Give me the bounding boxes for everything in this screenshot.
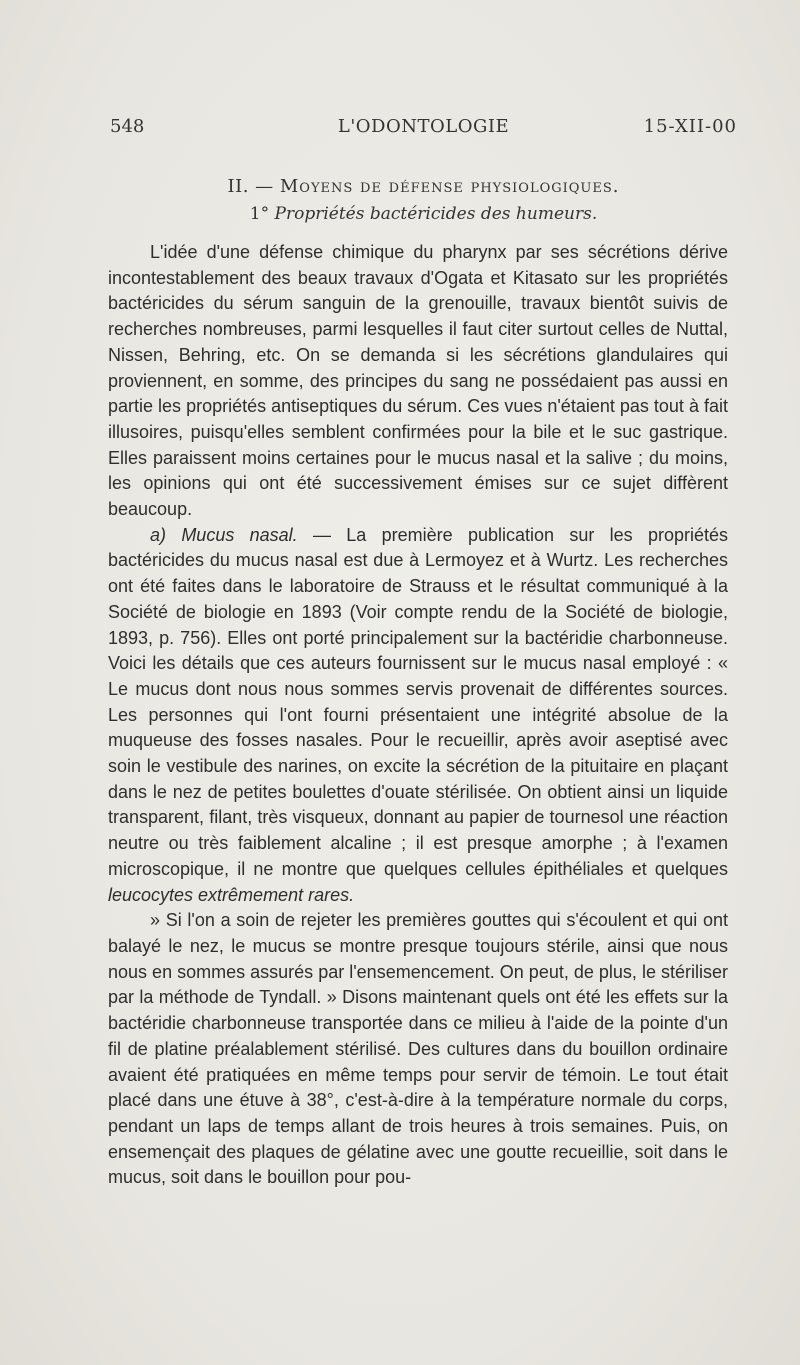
paragraph-3: » Si l'on a soin de rejeter les premières gouttes qui s'écoulent et qui ont balayé le nez, le mucus se montre presque toujours stérile, ainsi que nous nous en sommes assurés par l'ensemencement. On peut, de plus, le stériliser par la méthode de Tyndall. » Disons maintenant quels ont été les effets sur la bactéridie charbonneuse transportée dans ce milieu à l'aide de la pointe d'un fil de platine préalablement stérilisé. Des cultures dans du bouillon ordinaire avaient été pratiquées en même temps pour servir de témoin. Le tout était placé dans une étuve à 38°, c'est-à-dire à la température normale du corps, pendant un laps de temps allant de trois heures à trois semaines. Puis, on ensemençait des plaques de gélatine avec une goutte recueillie, soit dans le mucus, soit dans le bouillon pour pou- xyxy=(108,910,728,1188)
body-text xyxy=(108,240,728,1191)
running-header xyxy=(110,116,737,142)
section-heading xyxy=(110,176,737,197)
paragraph-2 xyxy=(108,523,728,909)
section-title: Moyens de défense physiologiques. xyxy=(279,176,620,197)
subheading-number: 1° xyxy=(249,204,275,224)
paragraph-1: L'idée d'une défense chimique du pharynx par ses sécrétions dérive incontestablement des beaux travaux d'Ogata et Kitasato sur les propriétés bactéricides du sérum sanguin de la grenouille, travaux bientôt suivis de recherches nombreuses, parmi lesquelles il faut citer surtout celles de Nuttal, Nissen, Behring, etc. On se demanda si les sécrétions glandulaires qui proviennent, en somme, des principes du sang ne possédaient pas aussi en partie les propriétés antiseptiques du sérum. Ces vues n'étaient pas tout à fait illusoires, puisqu'elles semblent confirmées pour la bile et le suc gastrique. Elles paraissent moins certaines pour le mucus nasal et la salive ; du moins, les opinions qui ont été successivement émises sur ce sujet diffèrent beaucoup. xyxy=(108,242,728,520)
paragraph-2-italic-end: leucocytes extrêmement rares. xyxy=(108,884,355,905)
section-numeral: II. — xyxy=(227,176,280,197)
journal-title: L'ODONTOLOGIE xyxy=(337,116,510,137)
subheading xyxy=(110,204,737,224)
paragraph-2-text: — La première publication sur les propriétés bactéricides du mucus nasal est due à Lermoyez et à Wurtz. Les recherches ont été faites dans le laboratoire de Strauss et le résultat communiqué à la Société de biologie en 1893 (Voir compte rendu de la Société de biologie, 1893, p. 756). Elles ont porté principalement sur la bactéridie charbonneuse. Voici les détails que ces auteurs fournissent sur le mucus nasal employé : « Le mucus dont nous nous sommes servis provenait de différentes sources. Les personnes qui l'ont fourni présentaient une intégrité absolue de la muqueuse des fosses nasales. Pour le recueillir, après avoir aseptisé avec soin le vestibule des narines, on excite la sécrétion de la pituitaire en plaçant dans le nez de petites boulettes d'ouate stérilisée. On obtient ainsi un liquide transparent, filant, très visqueux, donnant au papier de tournesol une réaction neutre ou très faiblement alcaline ; il est presque amorphe ; à l'examen microscopique, il ne montre que quelques cellules épithéliales et quelques xyxy=(108,524,728,879)
issue-date: 15-XII-00 xyxy=(643,116,737,137)
page-number: 548 xyxy=(110,116,145,137)
subheading-title: Propriétés bactéricides des humeurs. xyxy=(274,204,598,224)
mucus-nasal-label: a) Mucus nasal. xyxy=(150,524,298,545)
